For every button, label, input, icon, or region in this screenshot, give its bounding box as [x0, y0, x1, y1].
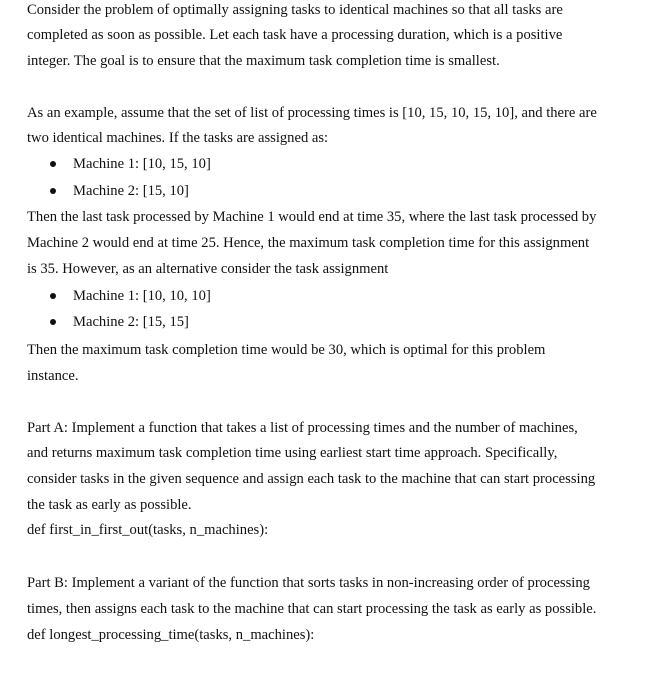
- bullet-icon: [50, 161, 56, 167]
- part-b-line-1: Part B: Implement a variant of the function that sorts tasks in non-increasing order of processing: [27, 575, 590, 591]
- intro-line-2: completed as soon as possible. Let each task have a processing duration, which is a positive: [27, 27, 563, 43]
- part-a-line-2: and returns maximum task completion time using earliest start time approach. Specifically,: [27, 445, 558, 461]
- part-a-line-3: consider tasks in the given sequence and assign each task to the machine that can start processing: [27, 471, 596, 487]
- bullet-icon: [50, 188, 56, 194]
- example-middle-line-3: is 35. However, as an alternative consider the task assignment: [27, 261, 389, 277]
- assignment1-machine2: Machine 2: [15, 10]: [73, 183, 189, 199]
- bullet-icon: [50, 319, 56, 325]
- part-a-line-1: Part A: Implement a function that takes a list of processing times and the number of machines,: [27, 420, 578, 436]
- assignment2-machine2: Machine 2: [15, 15]: [73, 314, 189, 330]
- example-middle-line-1: Then the last task processed by Machine 1 would end at time 35, where the last task processed by: [27, 209, 597, 225]
- example-line-1: As an example, assume that the set of list of processing times is [10, 15, 10, 15, 10], and there are: [27, 105, 597, 121]
- part-a-line-4: the task as early as possible.: [27, 497, 192, 513]
- assignment1-machine1: Machine 1: [10, 15, 10]: [73, 156, 211, 172]
- assignment2-machine1: Machine 1: [10, 10, 10]: [73, 288, 211, 304]
- example-end-line-2: instance.: [27, 368, 79, 384]
- bullet-icon: [50, 293, 56, 299]
- example-end-line-1: Then the maximum task completion time would be 30, which is optimal for this problem: [27, 342, 546, 358]
- part-a-signature: def first_in_first_out(tasks, n_machines):: [27, 522, 269, 538]
- intro-line-3: integer. The goal is to ensure that the maximum task completion time is smallest.: [27, 53, 500, 69]
- example-line-2: two identical machines. If the tasks are assigned as:: [27, 130, 329, 146]
- intro-line-1: Consider the problem of optimally assigning tasks to identical machines so that all tasks are: [27, 2, 563, 18]
- part-b-signature: def longest_processing_time(tasks, n_machines):: [27, 627, 315, 643]
- example-middle-line-2: Machine 2 would end at time 25. Hence, the maximum task completion time for this assignment: [27, 235, 590, 251]
- part-b-line-2: times, then assigns each task to the machine that can start processing the task as early as possible.: [27, 601, 597, 617]
